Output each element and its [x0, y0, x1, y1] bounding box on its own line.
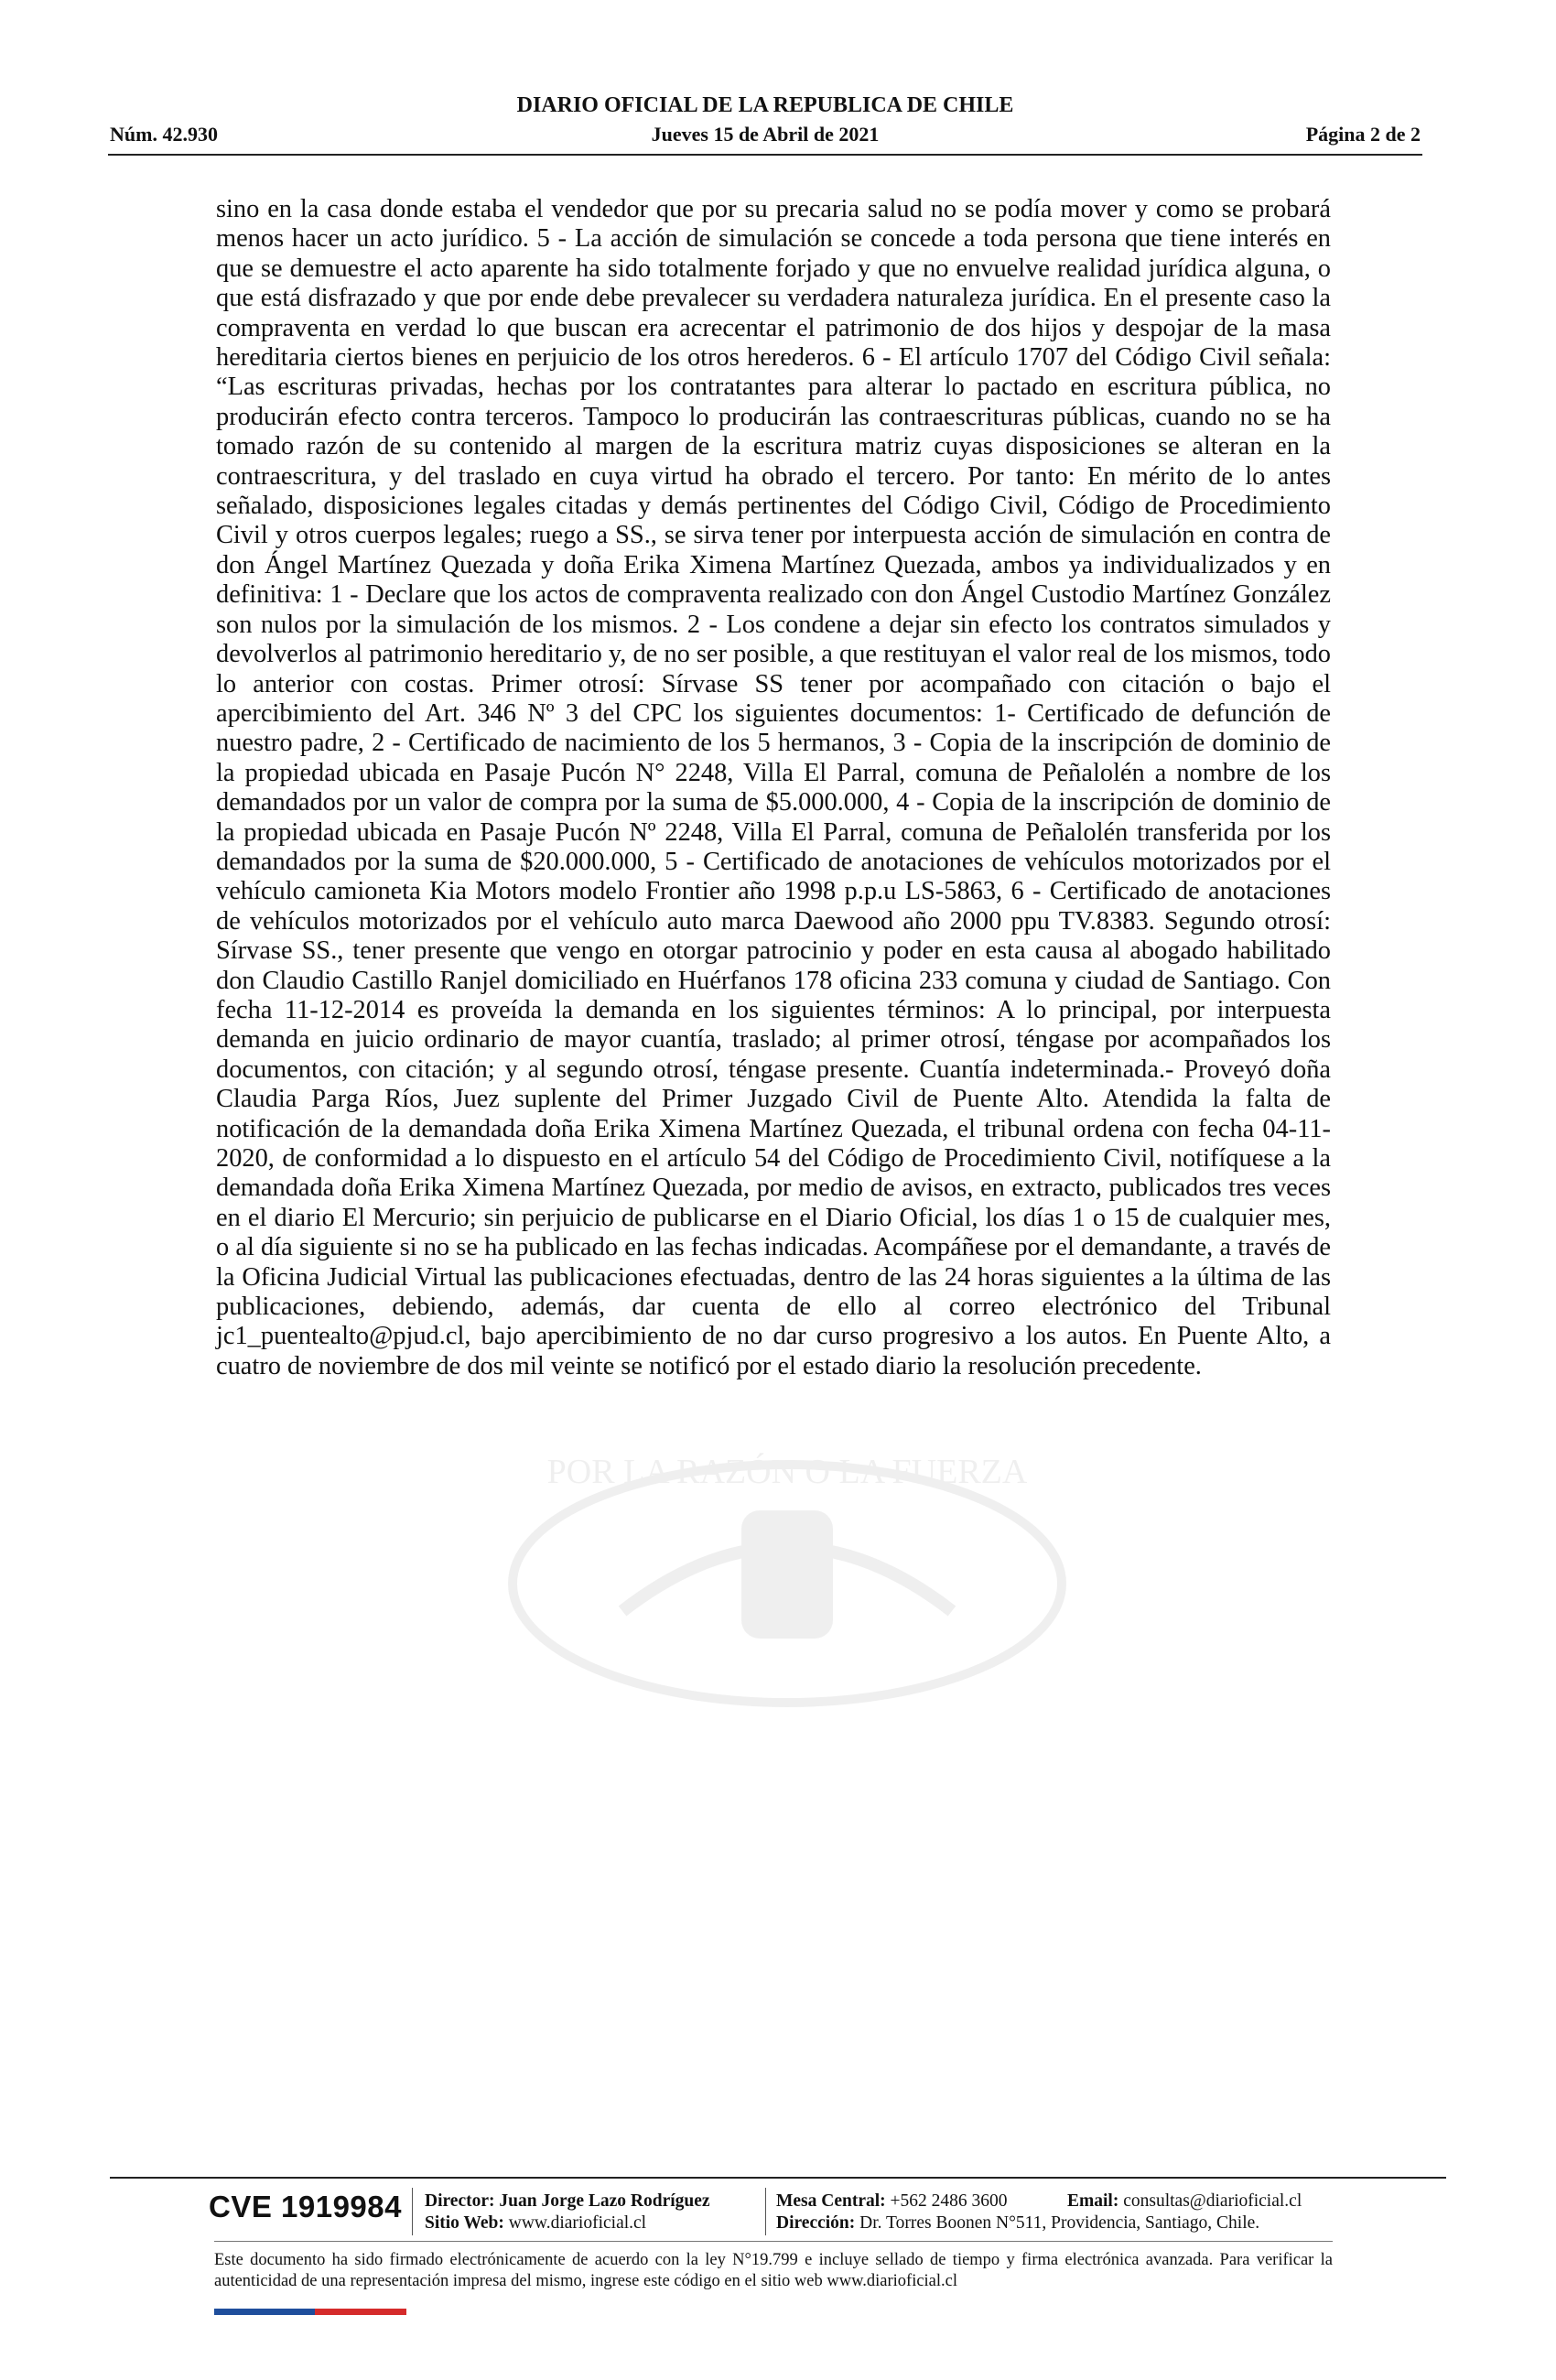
- header-divider: [108, 154, 1422, 156]
- phone-label: Mesa Central:: [776, 2191, 886, 2211]
- address-value: Dr. Torres Boonen N°511, Providencia, Santiago, Chile.: [859, 2213, 1260, 2233]
- footer-divider: [110, 2177, 1446, 2179]
- footer-director-block: [425, 2191, 710, 2234]
- footer-divider: [214, 2241, 1333, 2242]
- director-name: Juan Jorge Lazo Rodríguez: [499, 2191, 710, 2211]
- notice-body: sino en la casa donde estaba el vendedor que por su precaria salud no se podía mover y como se probará menos hacer un acto jurídico. 5 - La acción de simulación se concede a toda persona que tiene interés en que se demuestre el acto aparente ha sido totalmente forjado y que no envuelve realidad jurídica alguna, o que está disfrazado y que por ende debe prevalecer su verdadera naturaleza jurídica. En el presente caso la compraventa en verdad lo que buscan era acrecentar el patrimonio de dos hijos y despojar de la masa hereditaria ciertos bienes en perjuicio de los otros herederos. 6 - El artículo 1707 del Código Civil señala: “Las escrituras privadas, hechas por los contratantes para alterar lo pactado en escritura pública, no producirán efecto contra terceros. Tampoco lo producirán las contraescrituras públicas, cuando no se ha tomado razón de su contenido al margen de la escritura matriz cuyas disposiciones se alteran en la contraescritura, y del traslado en cuya virtud ha obrado el tercero. Por tanto: En mérito de lo antes señalado, disposiciones legales citadas y demás pertinentes del Código Civil, Código de Procedimiento Civil y otros cuerpos legales; ruego a SS., se sirva tener por interpuesta acción de simulación en contra de don Ángel Martínez Quezada y doña Erika Ximena Martínez Quezada, ambos ya individualizados y en definitiva: 1 - Declare que los actos de compraventa realizado con don Ángel Custodio Martínez González son nulos por la simulación de los mismos. 2 - Los condene a dejar sin efecto los contratos simulados y devolverlos al patrimonio hereditario y, de no ser posible, a que restituyan el valor real de los mismos, todo lo anterior con costas. Primer otrosí: Sírvase SS tener por acompañado con citación o bajo el apercibimiento del Art. 346 Nº 3 del CPC los siguientes documentos: 1- Certificado de defunción de nuestro padre, 2 - Certificado de nacimiento de los 5 hermanos, 3 - Copia de la inscripción de dominio de la propiedad ubicada en Pasaje Pucón N° 2248, Villa El Parral, comuna de Peñalolén a nombre de los demandados por un valor de compra por la suma de $5.000.000, 4 - Copia de la inscripción de dominio de la propiedad ubicada en Pasaje Pucón Nº 2248, Villa El Parral, comuna de Peñalolén transferida por los demandados por la suma de $20.000.000, 5 - Certificado de anotaciones de vehículos motorizados por el vehículo camioneta Kia Motors modelo Frontier año 1998 p.p.u LS-5863, 6 - Certificado de anotaciones de vehículos motorizados por el vehículo auto marca Daewood año 2000 ppu TV.8383. Segundo otrosí: Sírvase SS., tener presente que vengo en otorgar patrocinio y poder en esta causa al abogado habilitado don Claudio Castillo Ranjel domiciliado en Huérfanos 178 oficina 233 comuna y ciudad de Santiago. Con fecha 11-12-2014 es proveída la demanda en los siguientes términos: A lo principal, por interpuesta demanda en juicio ordinario de mayor cuantía, traslado; al primer otrosí, téngase por acompañados los documentos, con citación; y al segundo otrosí, téngase presente. Cuantía indeterminada.- Proveyó doña Claudia Parga Ríos, Juez suplente del Primer Juzgado Civil de Puente Alto. Atendida la falta de notificación de la demandada doña Erika Ximena Martínez Quezada, el tribunal ordena con fecha 04-11-2020, de conformidad a lo dispuesto en el artículo 54 del Código de Procedimiento Civil, notifíquese a la demandada doña Erika Ximena Martínez Quezada, por medio de avisos, en extracto, publicados tres veces en el diario El Mercurio; sin perjuicio de publicarse en el Diario Oficial, los días 1 o 15 de cualquier mes, o al día siguiente si no se ha publicado en las fechas indicadas. Acompáñese por el demandante, a través de la Oficina Judicial Virtual las publicaciones efectuadas, dentro de las 24 horas siguientes a la última de las publicaciones, debiendo, además, dar cuenta de ello al correo electrónico del Tribunal jc1_puentealto@pjud.cl, bajo apercibimiento de no dar curso progresivo a los autos. En Puente Alto, a cuatro de noviembre de dos mil veinte se notificó por el estado diario la resolución precedente.: [216, 195, 1331, 1380]
- issue-number: Núm. 42.930: [110, 123, 218, 146]
- footer-email-block: [1067, 2191, 1302, 2212]
- publication-title: DIARIO OFICIAL DE LA REPUBLICA DE CHILE: [516, 93, 1014, 117]
- footer-separator: [412, 2188, 413, 2235]
- coat-of-arms-watermark: [412, 1428, 1162, 1721]
- director-label: Director:: [425, 2191, 495, 2211]
- email-label: Email:: [1067, 2191, 1119, 2211]
- cve-code: CVE 1919984: [209, 2190, 402, 2223]
- footer-separator: [765, 2188, 766, 2235]
- email-link[interactable]: consultas@diarioficial.cl: [1123, 2191, 1302, 2211]
- address-label: Dirección:: [776, 2213, 856, 2233]
- signature-disclaimer: Este documento ha sido firmado electrónicamente de acuerdo con la ley N°19.799 e incluye sellado de tiempo y firma electrónica avanzada. Para verificar la autenticidad de una representación impresa del mismo, ingrese este código en el sitio web www.diarioficial.cl: [214, 2251, 1333, 2290]
- publication-date: Jueves 15 de Abril de 2021: [651, 123, 880, 146]
- flag-stripe: [214, 2309, 406, 2315]
- site-link[interactable]: www.diarioficial.cl: [508, 2213, 647, 2233]
- phone-number: +562 2486 3600: [890, 2191, 1008, 2211]
- flag-blue-band: [214, 2309, 315, 2315]
- page-header: [110, 93, 1421, 148]
- flag-red-band: [315, 2309, 406, 2315]
- page-number: Página 2 de 2: [1305, 123, 1421, 146]
- site-label: Sitio Web:: [425, 2213, 504, 2233]
- watermark-motto: POR LA RAZÓN O LA FUERZA: [546, 1453, 1028, 1491]
